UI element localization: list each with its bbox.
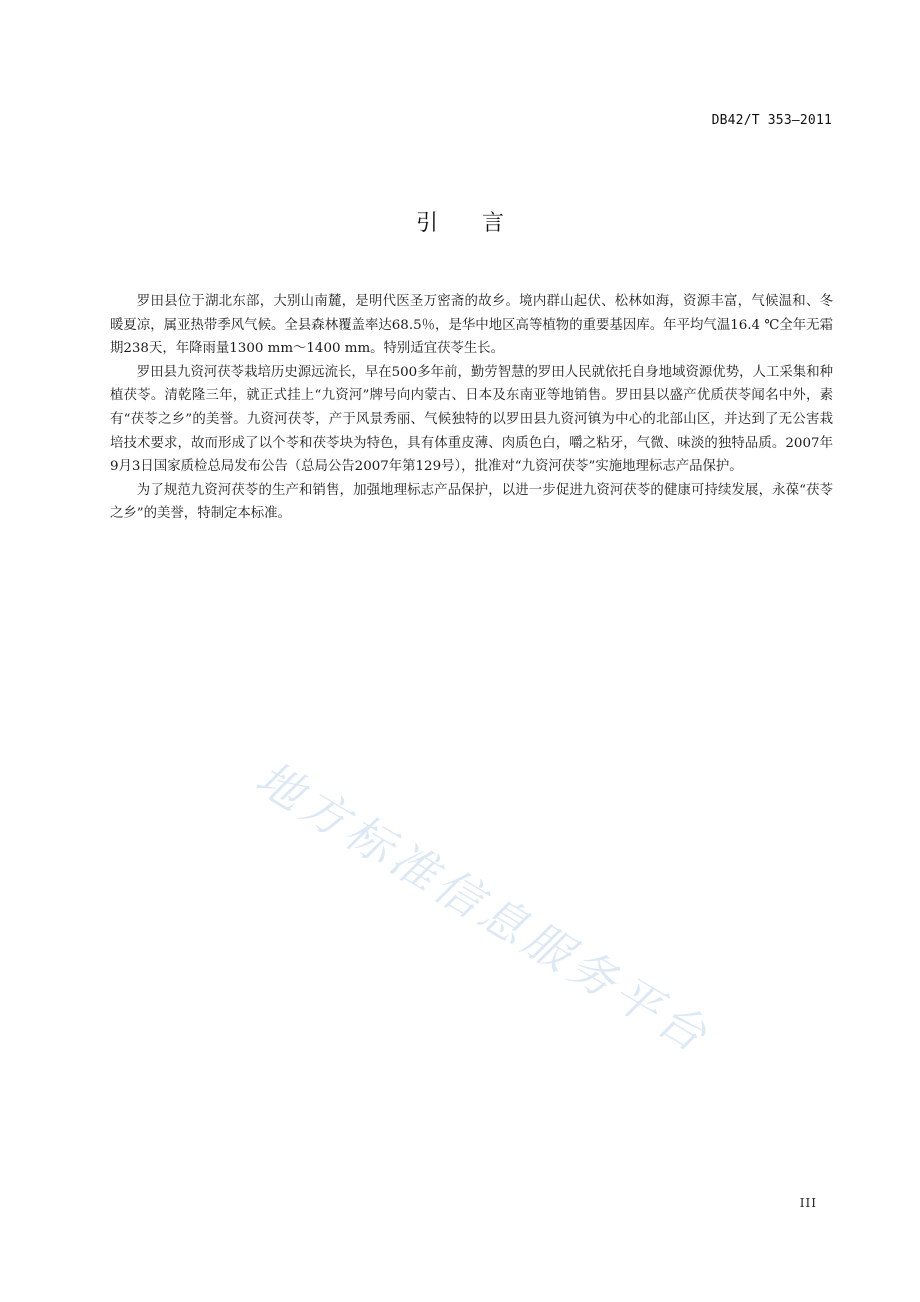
- paragraph-2: 罗田县九资河茯苓栽培历史源远流长，早在500多年前，勤劳智慧的罗田人民就依托自身地域资源优势，人工采集和种植茯苓。清乾隆三年，就正式挂上“九资河”牌号向内蒙古、日本及东南亚等地销售。罗田县以盛产优质茯苓闻名中外，素有“茯苓之乡”的美誉。九资河茯苓，产于风景秀丽、气候独特的以罗田县九资河镇为中心的北部山区，并达到了无公害栽培技术要求，故而形成了以个苓和茯苓块为特色，具有体重皮薄、肉质色白，嚼之粘牙，气微、味淡的独特品质。2007年9月3日国家质检总局发布公告（总局公告2007年第129号），批准对“九资河茯苓”实施地理标志产品保护。: [110, 364, 833, 475]
- introduction-body: [110, 290, 833, 526]
- paragraph-3: 为了规范九资河茯苓的生产和销售，加强地理标志产品保护，以进一步促进九资河茯苓的健康可持续发展，永葆“茯苓之乡”的美誉，特制定本标准。: [110, 482, 833, 522]
- paragraph-1: 罗田县位于湖北东部，大别山南麓，是明代医圣万密斋的故乡。境内群山起伏、松林如海，资源丰富，气候温和、冬暖夏凉，属亚热带季风气候。全县森林覆盖率达68.5％，是华中地区高等植物的重要基因库。年平均气温16.4 ℃全年无霜期238天，年降雨量1300 mm～1400 mm。特别适宜茯苓生长。: [110, 294, 833, 357]
- page-title: 引言: [415, 211, 548, 236]
- page-number: III: [799, 1196, 817, 1210]
- watermark: 地方标准信息服务平台: [246, 750, 721, 1065]
- standard-code: DB42/T 353—2011: [711, 113, 832, 128]
